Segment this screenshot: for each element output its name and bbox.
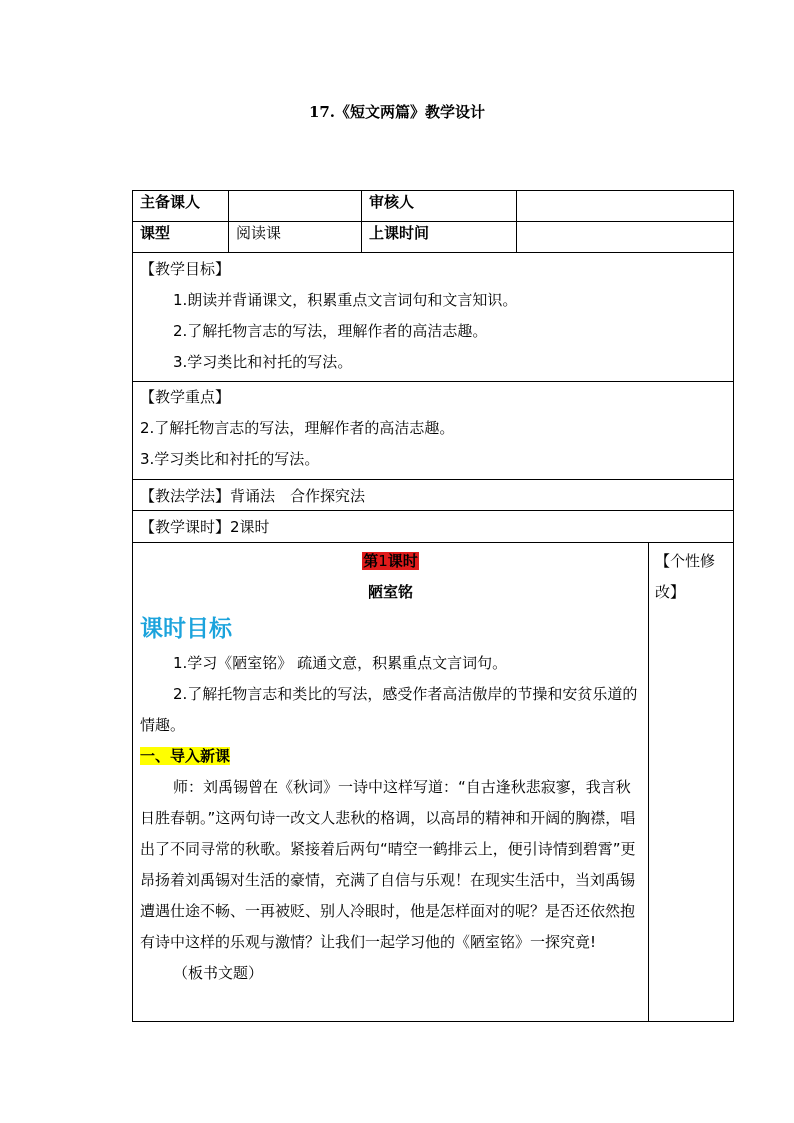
goals-title: 课时目标: [140, 616, 232, 642]
period-prefix: 第: [363, 552, 379, 570]
course-type-label: 课型: [133, 222, 229, 253]
lesson-row: [133, 543, 734, 1022]
text-title: 陋室铭: [367, 583, 413, 601]
reviewer-label: 审核人: [362, 191, 517, 222]
header-row-2: [133, 222, 734, 253]
board-note: （板书文题）: [173, 964, 264, 982]
hours-row: [133, 511, 734, 543]
preparer-value[interactable]: [229, 191, 362, 222]
focus-item: 2.了解托物言志的写法，理解作者的高洁志趣。: [140, 419, 455, 437]
objective-item: 3.学习类比和衬托的写法。: [173, 353, 353, 371]
methods-heading: 【教法学法】: [140, 486, 231, 505]
methods-row: [133, 480, 734, 511]
objective-item: 1.朗读并背诵课文，积累重点文言词句和文言知识。: [173, 291, 518, 309]
section1-title: 一、导入新课: [140, 747, 231, 765]
document-title: 17.《短文两篇》教学设计: [308, 103, 486, 121]
header-row-1: [133, 191, 734, 222]
hours-value: 2课时: [230, 518, 270, 536]
methods-value: 背诵法 合作探究法: [230, 486, 366, 505]
goal-item: 1.学习《陋室铭》 疏通文意，积累重点文言词句。: [173, 654, 508, 672]
objective-item: 2.了解托物言志的写法，理解作者的高洁志趣。: [173, 322, 488, 340]
preparer-label: 主备课人: [133, 191, 229, 222]
period-heading: [140, 546, 641, 577]
goal-item: 2.了解托物言志和类比的写法，感受作者高洁傲岸的节操和安贫乐道的情趣。: [140, 685, 638, 734]
focus-heading: 【教学重点】: [140, 388, 231, 406]
reviewer-value[interactable]: [517, 191, 734, 222]
course-type-value: 阅读课: [229, 222, 362, 253]
focus-item: 3.学习类比和衬托的写法。: [140, 450, 320, 468]
period-number: 1: [378, 552, 388, 570]
objectives-row: [133, 253, 734, 382]
revision-label: 【个性修改】: [655, 552, 716, 601]
hours-heading: 【教学课时】: [140, 518, 231, 536]
lesson-plan-table: [132, 190, 734, 1022]
section-heading: [140, 741, 641, 772]
objectives-heading: 【教学目标】: [140, 260, 231, 278]
class-time-label: 上课时间: [362, 222, 517, 253]
personal-revision-column[interactable]: [649, 543, 734, 1022]
intro-paragraph: 师：刘禹锡曾在《秋词》一诗中这样写道：“自古逢秋悲寂寥，我言秋日胜春朝。”这两句诗一改文人悲秋的格调，以高昂的精神和开阔的胸襟，唱出了不同寻常的秋歌。紧接着后两句“晴空一鹤排云上，便引诗情到碧霄”更昂扬着刘禹锡对生活的豪情，充满了自信与乐观！在现实生活中，当刘禹锡遭遇仕途不畅、一再被贬、别人冷眼时，他是怎样面对的呢？是否还依然抱有诗中这样的乐观与激情？让我们一起学习他的《陋室铭》一探究竟!: [140, 778, 636, 951]
period-suffix: 课时: [387, 552, 418, 570]
focus-row: [133, 382, 734, 480]
class-time-value[interactable]: [517, 222, 734, 253]
